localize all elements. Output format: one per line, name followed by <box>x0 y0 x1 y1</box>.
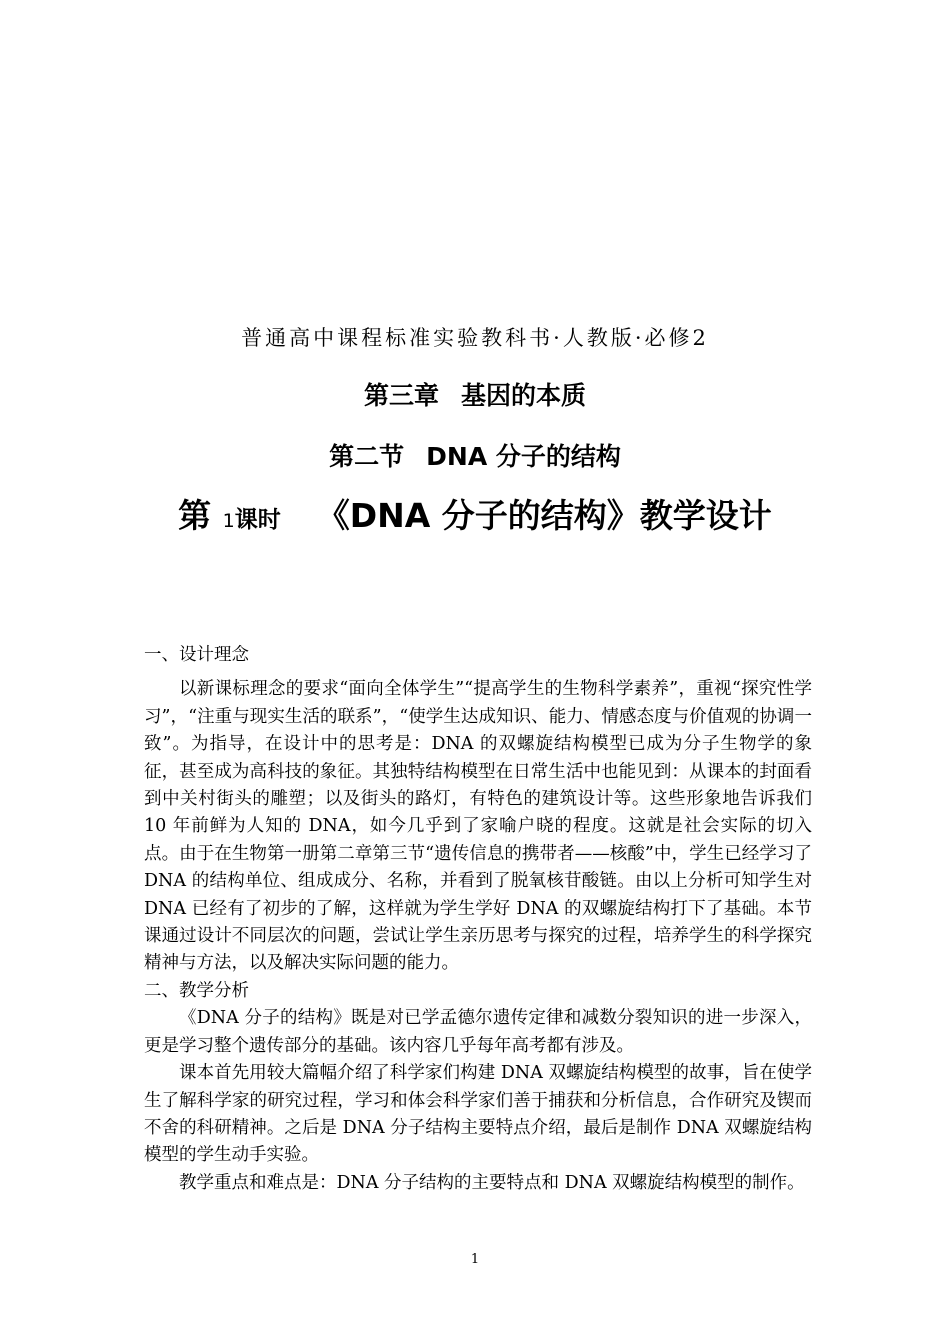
lesson-unit: 课时 <box>234 507 281 533</box>
heading-teaching-analysis: 二、教学分析 <box>144 980 249 1001</box>
lesson-number: 1 <box>222 510 235 532</box>
paragraph-design-concept: 以新课标理念的要求“面向全体学生”“提高学生的生物科学素养”，重视“探究性学习”，“注重与现实生活的联系”，“使学生达成知识、能力、情感态度与价值观的协调一致”。为指导，在设计中的思考是：DNA 的双螺旋结构模型已成为分子生物学的象征，甚至成为高科技的象征。其独特结构模型在日常生活中也能见到：从课本的封面看到中关村街头的雕塑；以及街头的路灯，有特色的建筑设计等。这些形象地告诉我们 10 年前鲜为人知的 DNA，如今几乎到了家喻户晓的程度。这就是社会实际的切入点。由于在生物第一册第二章第三节“遗传信息的携带者——核酸”中，学生已经学习了 DNA 的结构单位、组成成分、名称，并看到了脱氧核苷酸链。由以上分析可知学生对 DNA 已经有了初步的了解，这样就为学生学好 DNA 的双螺旋结构打下了基础。本节课通过设计不同层次的问题，尝试让学生亲历思考与探究的过程，培养学生的科学探究精神与方法，以及解决实际问题的能力。 <box>144 679 812 974</box>
chapter-title: 基因的本质 <box>461 381 587 410</box>
heading-design-concept: 一、设计理念 <box>144 645 249 665</box>
textbook-series-line: 普通高中课程标准实验教科书·人教版·必修2 <box>241 326 709 350</box>
paragraph-analysis-1: 《DNA 分子的结构》既是对已学孟德尔遗传定律和减数分裂知识的进一步深入，更是学习整个遗传部分的基础。该内容几乎每年高考都有涉及。 <box>144 1008 812 1056</box>
section-heading <box>0 437 950 473</box>
paragraph-analysis-2: 课本首先用较大篇幅介绍了科学家们构建 DNA 双螺旋结构模型的故事，旨在使学生了解科学家的研究过程，学习和体会科学家们善于捕获和分析信息，合作研究及锲而不舍的科研精神。之后是 DNA 分子结构主要特点介绍，最后是制作 DNA 双螺旋结构模型的学生动手实验。 <box>144 1063 812 1166</box>
paragraph-key-points: 教学重点和难点是：DNA 分子结构的主要特点和 DNA 双螺旋结构模型的制作。 <box>179 1172 805 1193</box>
section-number: 第二节 <box>329 442 405 471</box>
lesson-name: 《DNA 分子的结构》教学设计 <box>316 496 772 535</box>
lesson-prefix: 第 <box>178 496 212 535</box>
lesson-title <box>0 490 950 537</box>
page-number: 1 <box>470 1252 480 1267</box>
document-body <box>144 642 812 1197</box>
section-title: DNA 分子的结构 <box>426 442 621 471</box>
chapter-number: 第三章 <box>363 381 439 410</box>
chapter-heading <box>0 376 950 412</box>
